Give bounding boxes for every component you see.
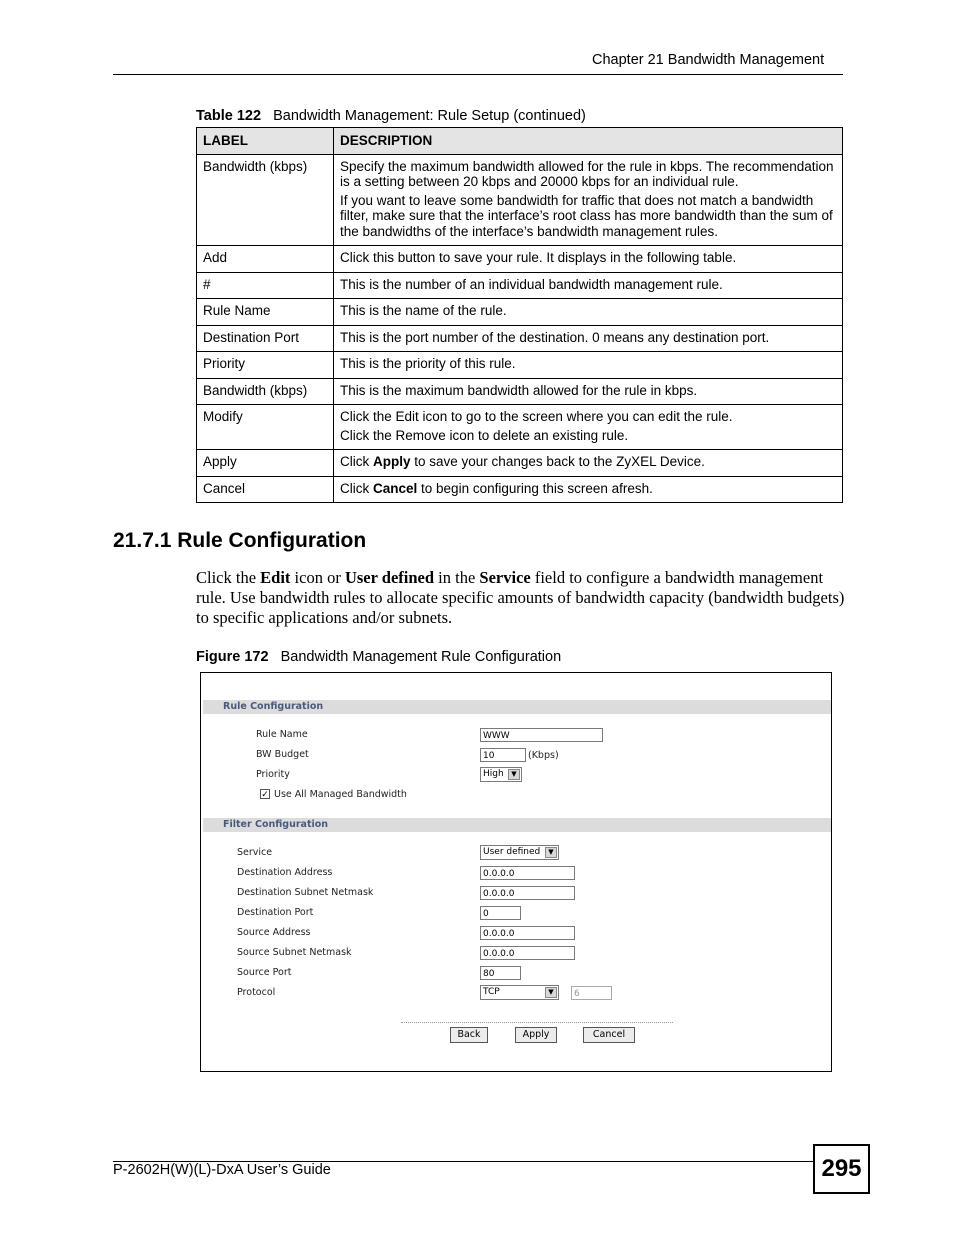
service-select[interactable]: User defined ▼ [480,845,559,860]
dest-address-input[interactable]: 0.0.0.0 [480,866,575,880]
table-caption-number: Table 122 [196,108,262,124]
table-header-row [197,128,843,155]
chevron-down-icon: ▼ [545,847,557,858]
row-desc [334,154,843,246]
figure-caption [196,649,561,665]
use-all-bandwidth-checkbox[interactable]: ✓ [261,789,269,799]
figure-caption-text: Bandwidth Management Rule Configuration [280,649,562,665]
source-address-input[interactable]: 0.0.0.0 [480,926,575,940]
row-desc: This is the port number of the destination. 0 means any destination port. [334,325,843,352]
bw-unit-label: (Kbps) [528,750,559,761]
table-row [197,272,843,299]
chapter-header: Chapter 21 Bandwidth Management [592,52,825,68]
table-row [197,299,843,326]
row-label: Rule Name [197,299,334,326]
row-desc-para: Specify the maximum bandwidth allowed for the rule in kbps. The recommendation is a setting between 20 kbps and 20000 kbps for an individual rule. [340,158,834,189]
page-number: 295 [813,1144,870,1194]
row-desc: Click Apply to save your changes back to the ZyXEL Device. [334,450,843,477]
use-all-bandwidth-label: Use All Managed Bandwidth [274,789,407,800]
row-desc: This is the priority of this rule. [334,352,843,379]
row-label: Modify [197,405,334,450]
row-label: Priority [197,352,334,379]
service-label: Service [237,847,273,858]
rule-configuration-screenshot [200,672,832,1072]
source-port-label: Source Port [237,967,292,978]
row-label: Add [197,246,334,273]
bw-budget-label: BW Budget [256,749,309,760]
table-row [197,378,843,405]
table-row [197,476,843,503]
back-button[interactable]: Back [450,1027,488,1043]
row-desc-para: If you want to leave some bandwidth for traffic that does not match a bandwidth filter, make sure that the interface’s root class has more bandwidth than the sum of the bandwidths of the interface’s bandwidth management rules. [340,192,833,239]
table-row [197,154,843,246]
button-divider [401,1022,673,1023]
table-caption [196,108,586,124]
rule-name-input[interactable]: WWW [480,728,603,742]
dest-netmask-input[interactable]: 0.0.0.0 [480,886,575,900]
table-row [197,246,843,273]
row-desc: Click Cancel to begin configuring this screen afresh. [334,476,843,503]
row-desc-para: Click the Edit icon to go to the screen where you can edit the rule. [340,409,733,424]
row-desc: Click this button to save your rule. It displays in the following table. [334,246,843,273]
chevron-down-icon: ▼ [545,987,557,998]
filter-config-section-band: Filter Configuration [203,818,831,832]
rule-name-label: Rule Name [256,729,308,740]
row-label: Destination Port [197,325,334,352]
header-rule [113,74,843,75]
row-label: Bandwidth (kbps) [197,378,334,405]
table-caption-text: Bandwidth Management: Rule Setup (continued) [273,108,586,124]
protocol-label: Protocol [237,987,276,998]
row-desc: This is the maximum bandwidth allowed for the rule in kbps. [334,378,843,405]
row-label: Cancel [197,476,334,503]
footer-guide-title: P-2602H(W)(L)-DxA User’s Guide [113,1162,331,1178]
cancel-button[interactable]: Cancel [583,1027,635,1043]
dest-address-label: Destination Address [237,867,333,878]
figure-caption-number: Figure 172 [196,649,269,665]
row-label: Apply [197,450,334,477]
protocol-select[interactable]: TCP ▼ [480,985,559,1000]
bw-budget-input[interactable]: 10 [480,748,526,762]
table-row [197,325,843,352]
apply-button[interactable]: Apply [515,1027,557,1043]
source-netmask-label: Source Subnet Netmask [237,947,352,958]
source-netmask-input[interactable]: 0.0.0.0 [480,946,575,960]
dest-port-label: Destination Port [237,907,314,918]
row-desc: This is the number of an individual bandwidth management rule. [334,272,843,299]
table-row [197,352,843,379]
table-row [197,405,843,450]
row-desc-para: Click the Remove icon to delete an existing rule. [340,427,629,443]
dest-port-input[interactable]: 0 [480,906,521,920]
rule-setup-table [196,127,843,503]
priority-select[interactable]: High ▼ [480,767,522,782]
table-row [197,450,843,477]
chevron-down-icon: ▼ [508,769,520,780]
section-heading: 21.7.1 Rule Configuration [113,529,367,552]
bold-term: Apply [373,454,411,469]
bold-term: Cancel [373,480,418,496]
row-desc: This is the name of the rule. [334,299,843,326]
col-desc-header: DESCRIPTION [334,128,843,155]
protocol-number-input[interactable]: 6 [571,986,612,1000]
dest-netmask-label: Destination Subnet Netmask [237,887,374,898]
source-address-label: Source Address [237,927,311,938]
section-paragraph: Click the Edit icon or User defined in the Service field to configure a bandwidth management rule. Use bandwidth rules to allocate specific amounts of bandwidth capacity (bandwidth budgets) to specific applications and/or subnets. [196,568,845,627]
row-label: Bandwidth (kbps) [197,154,334,246]
rule-config-section-band: Rule Configuration [203,700,831,714]
row-desc [334,405,843,450]
source-port-input[interactable]: 80 [480,966,521,980]
row-label: # [197,272,334,299]
col-label-header: LABEL [197,128,334,155]
priority-label: Priority [256,769,290,780]
